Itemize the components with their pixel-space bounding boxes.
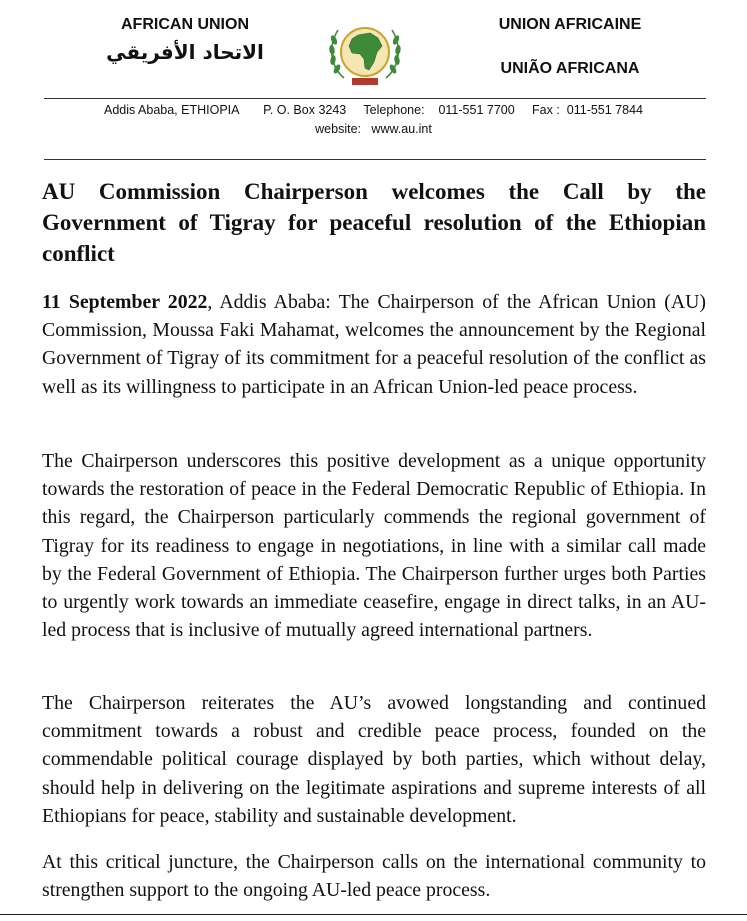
header-rule-bottom [44,159,706,160]
org-name-french: UNION AFRICAINE [498,16,642,33]
paragraph-4: At this critical juncture, the Chairperson calls on the international community to strengthen support to the ongoing AU-led peace process. [42,851,706,902]
header-rule-top [44,98,706,99]
page-bottom-border [0,914,747,915]
org-name-english: AFRICAN UNION [121,16,249,33]
org-name-portuguese: UNIÃO AFRICANA [500,60,640,77]
african-union-emblem-icon [322,18,408,90]
paragraph-3: The Chairperson reiterates the AU’s avowed longstanding and continued commitment towards a robust and credible peace process, founded on the commendable political courage displayed by both parties, which without delay, should help in delivering on the legitimate aspirations and supreme interests of all Ethiopians for peace, stability and sustainable development. [42,692,706,827]
website: website: www.au.int [315,122,432,136]
letterhead-right [470,16,670,78]
press-release-headline: AU Commission Chairperson welcomes the Call by the Government of Tigray for peaceful resolution of the Ethiopian conflict [42,179,706,266]
paragraph-1-text: , Addis Ababa: The Chairperson of the African Union (AU) Commission, Moussa Faki Mahamat, welcomes the announcement by the Regional Government of Tigray of its commitment for a peaceful resolution of the conflict as well as its willingness to participate in an African Union-led peace process. [42,291,707,398]
org-name-arabic: الاتحاد الأفريقي [106,40,264,64]
paragraph-2: The Chairperson underscores this positive development as a unique opportunity towards the restoration of peace in the Federal Democratic Republic of Ethiopia. In this regard, the Chairperson particularly commends the regional government of Tigray for its readiness to engage in negotiations, in line with a similar call made by the Federal Government of Ethiopia. The Chairperson further urges both Parties to urgently work towards an immediate ceasefire, engage in direct talks, in an AU-led process that is inclusive of mutually agreed international partners. [42,450,706,642]
dateline: 11 September 2022 [42,291,208,313]
contact-details: Addis Ababa, ETHIOPIA P. O. Box 3243 Telephone: 011-551 7700 Fax : 011-551 7844 [103,103,643,117]
letterhead-left [90,16,280,64]
paragraph-1 [42,288,706,401]
